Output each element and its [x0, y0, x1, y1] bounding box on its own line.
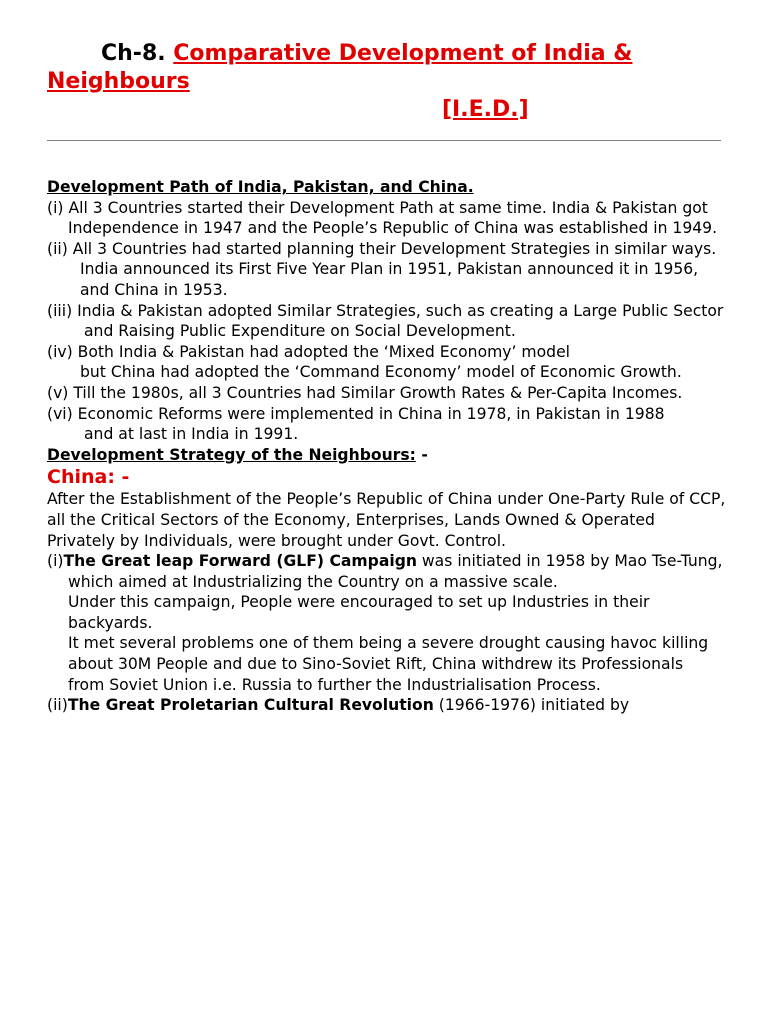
text-line: Independence in 1947 and the People’s Republic of China was established in 1949.	[68, 219, 718, 238]
section-heading: Development Path of India, Pakistan, and China.	[47, 178, 474, 196]
section-development-strategy	[47, 445, 731, 716]
document-page	[47, 40, 731, 716]
section-development-path	[47, 177, 727, 445]
text-line: (v) Till the 1980s, all 3 Countries had Similar Growth Rates & Per-Capita Incomes.	[47, 383, 683, 402]
section-heading-suffix: -	[415, 445, 428, 464]
section-heading-row	[47, 445, 727, 466]
text-line: about 30M People and due to Sino-Soviet Rift, China withdrew its Professionals	[68, 655, 684, 674]
point-prefix: (ii)	[47, 696, 68, 715]
text-line: (ii) All 3 Countries had started planning their Development Strategies in similar ways.	[47, 239, 717, 258]
point-cultural-revolution	[47, 695, 727, 716]
text-line: It met several problems one of them being a severe drought causing havoc killing	[68, 634, 709, 653]
text-line: but China had adopted the ‘Command Economy’ model of Economic Growth.	[80, 363, 682, 382]
chapter-title	[47, 40, 727, 96]
point-rest: was initiated in 1958 by Mao Tse-Tung,	[416, 552, 723, 571]
text-line: India announced its First Five Year Plan in 1951, Pakistan announced it in 1956,	[80, 260, 699, 279]
point-prefix: (i)	[47, 552, 64, 571]
chapter-title-line2: Neighbours	[47, 69, 190, 94]
chapter-title-line1: Comparative Development of India &	[173, 41, 633, 66]
text-line: which aimed at Industrializing the Country on a massive scale.	[68, 572, 558, 591]
china-label: China: -	[47, 466, 130, 489]
point-bold-title: The Great leap Forward (GLF) Campaign	[63, 552, 417, 571]
text-line: and Raising Public Expenditure on Social Development.	[84, 322, 516, 341]
text-line: and at last in India in 1991.	[84, 425, 299, 444]
point-rest: (1966-1976) initiated by	[433, 696, 630, 715]
text-line: (iii) India & Pakistan adopted Similar Strategies, such as creating a Large Public Sector	[47, 301, 724, 320]
text-line: (iv) Both India & Pakistan had adopted the ‘Mixed Economy’ model	[47, 342, 570, 361]
text-line: Under this campaign, People were encouraged to set up Industries in their backyards.	[68, 593, 655, 632]
subject-tag: [I.E.D.]	[442, 97, 529, 122]
section-lines	[47, 198, 727, 445]
chapter-number: Ch-8.	[101, 41, 166, 66]
title-divider	[47, 140, 721, 141]
subject-tag-row	[47, 96, 727, 124]
text-line: and China in 1953.	[80, 280, 228, 299]
text-line: (i) All 3 Countries started their Development Path at same time. India & Pakistan got	[47, 198, 708, 217]
china-intro: After the Establishment of the People’s Republic of China under One-Party Rule of CCP, all the Critical Sectors of the Economy, Enterprises, Lands Owned & Operated Privately by Individuals, were brought under Govt. Control.	[47, 490, 731, 550]
section-heading: Development Strategy of the Neighbours:	[47, 445, 416, 464]
point-bold-title: The Great Proletarian Cultural Revolution	[67, 696, 434, 715]
text-line: from Soviet Union i.e. Russia to further the Industrialisation Process.	[68, 675, 601, 694]
text-line: (vi) Economic Reforms were implemented in China in 1978, in Pakistan in 1988	[47, 404, 665, 423]
point-glf	[47, 551, 727, 572]
